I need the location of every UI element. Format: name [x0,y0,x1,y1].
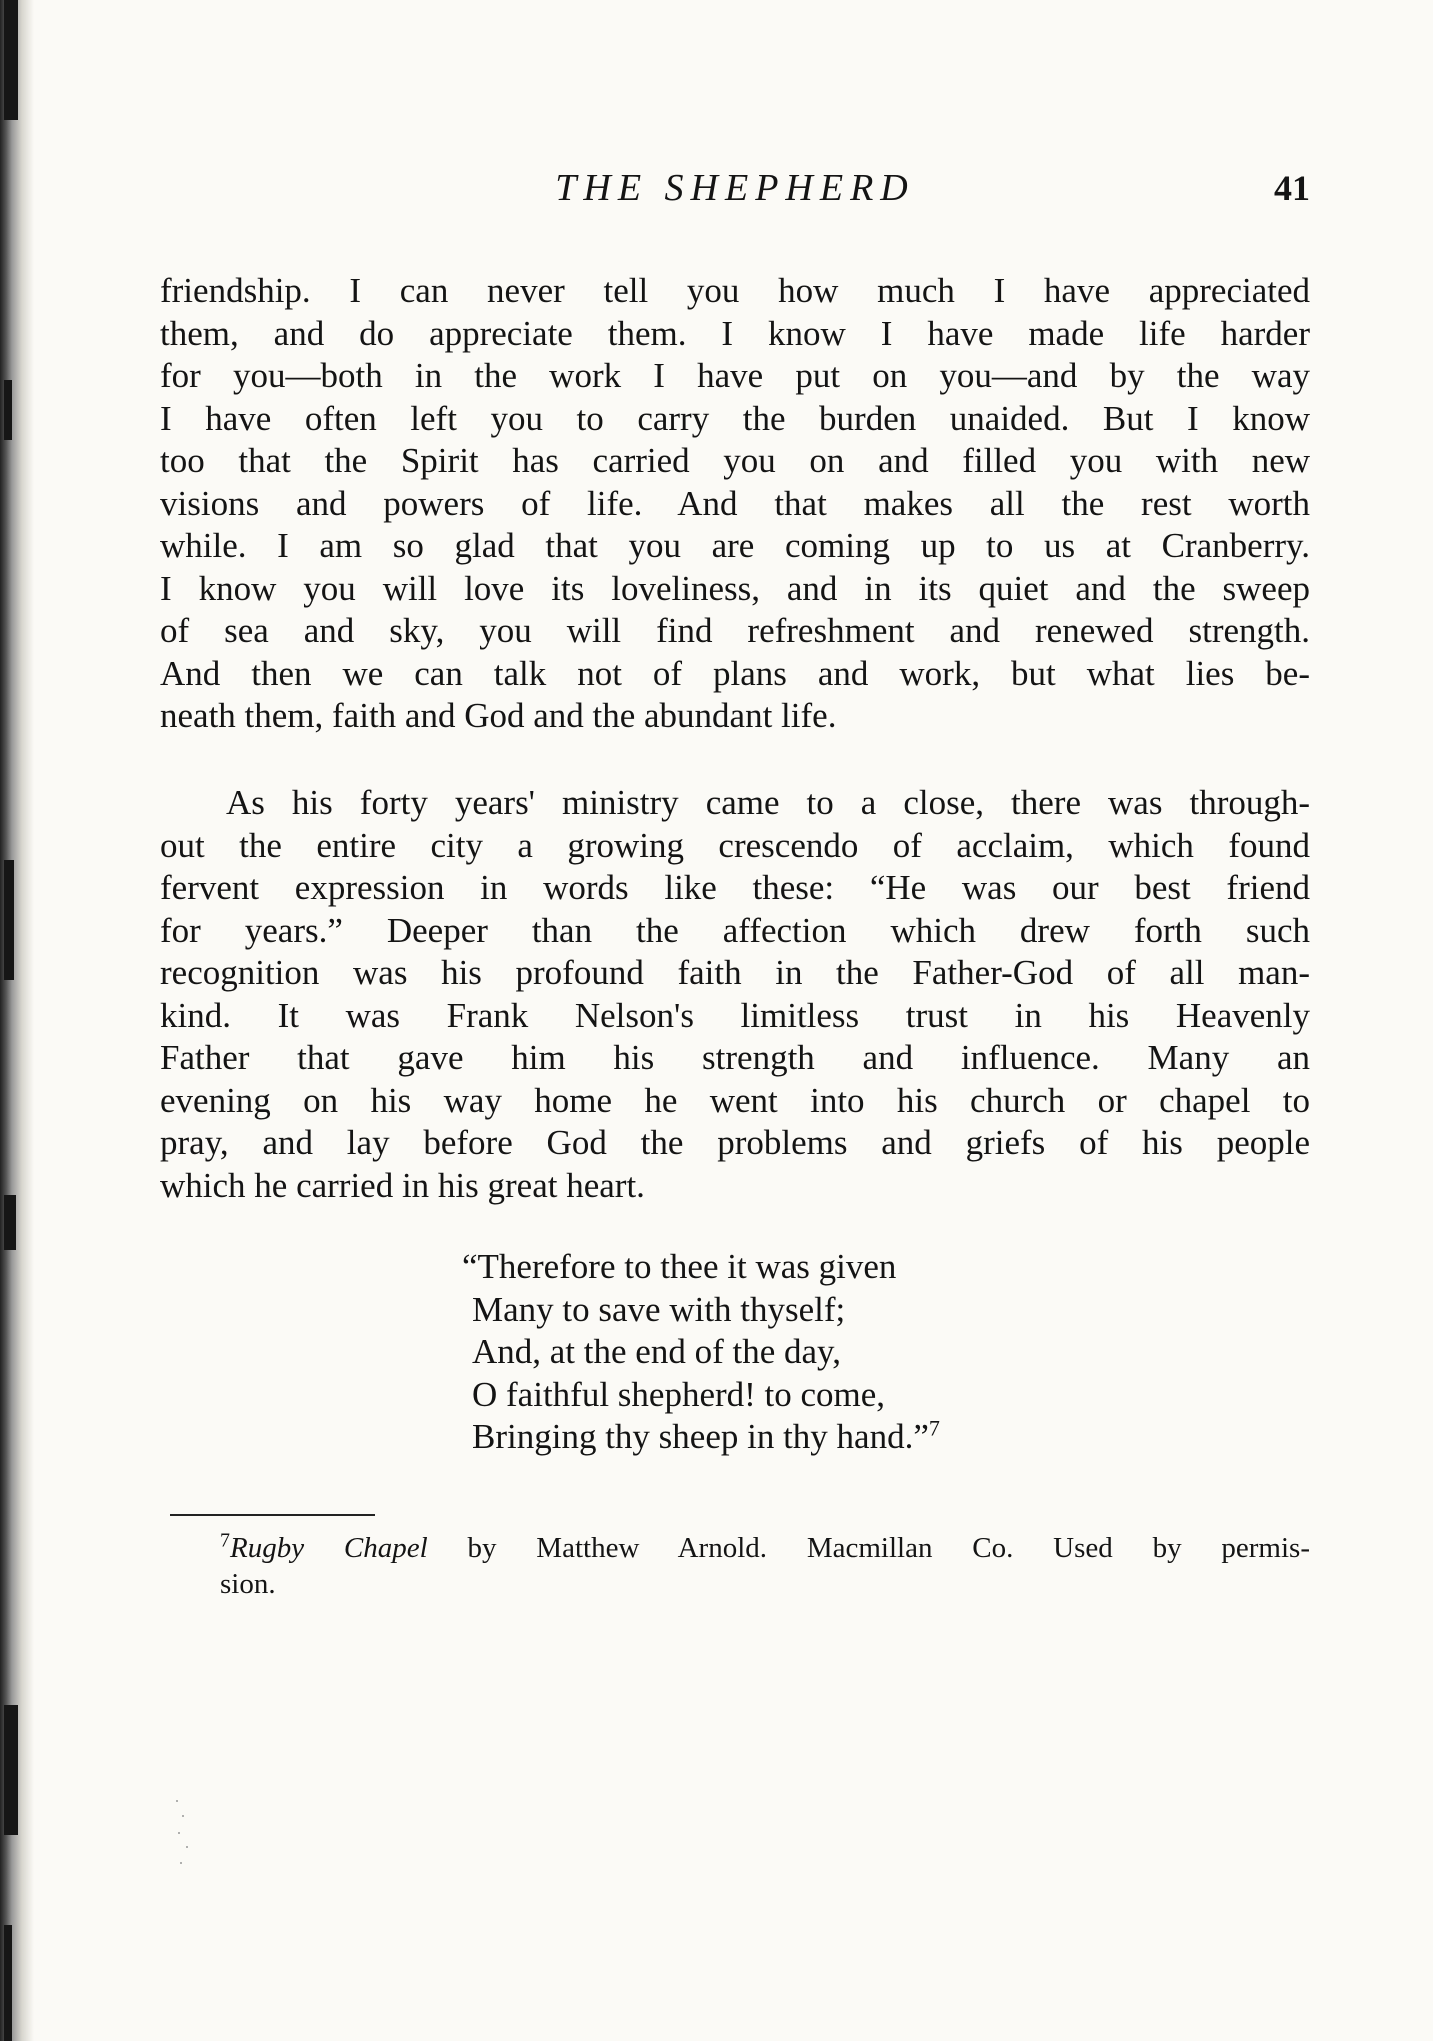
text-line: neath them, faith and God and the abundant life. [160,696,837,735]
text-line: them, and do appreciate them. I know I have made life harder [160,313,1310,353]
footnote [220,1530,1310,1602]
text-line: pray, and lay before God the problems and griefs of his people [160,1123,1310,1162]
paragraph-letter-continuation [160,270,1310,738]
running-title: THE SHEPHERD [555,167,915,209]
text-line: Father that gave him his strength and influence. Many an [160,1038,1310,1077]
text-line: friendship. I can never tell you how much I have appreciated [160,271,1310,310]
text-line: of sea and sky, you will find refreshment and renewed strength. [160,611,1310,650]
text-line: evening on his way home he went into his church or chapel to [160,1080,1310,1120]
footnote-line: sion. [220,1568,276,1600]
paper-speck [178,1832,180,1834]
verse-line: And, at the end of the day, [472,1332,842,1371]
text-line: I know you will love its loveliness, and in its quiet and the sweep [160,568,1310,608]
text-line: I have often left you to carry the burden unaided. But I know [160,398,1310,438]
text-line: visions and powers of life. And that makes all the rest worth [160,483,1310,523]
footnote-work-title: Rugby Chapel [230,1532,428,1564]
text-line: for you—both in the work I have put on you—and by the way [160,356,1310,395]
binding-shadow [4,0,18,120]
text-line: out the entire city a growing crescendo of acclaim, which found [160,825,1310,865]
footnote-text: by Matthew Arnold. Macmillan Co. Used by permis- [427,1532,1310,1564]
footnote-marker: 7 [220,1529,230,1552]
binding-shadow [4,1195,16,1250]
text-line: kind. It was Frank Nelson's limitless trust in his Heavenly [160,995,1310,1035]
paper-speck [182,1815,184,1817]
verse-line: “Therefore to thee it was given [462,1247,897,1286]
text-line: As his forty years' ministry came to a close, there was through- [226,783,1310,822]
binding-shadow [4,1705,18,1835]
page-number: 41 [1274,168,1310,208]
text-line: recognition was his profound faith in the Father-God of all man- [160,953,1310,992]
paper-speck [180,1862,182,1864]
binding-shadow [4,1925,12,2041]
verse-line: O faithful shepherd! to come, [472,1374,886,1414]
page-binding-edge [0,0,34,2041]
binding-shadow [4,860,14,980]
text-line: too that the Spirit has carried you on and filled you with new [160,441,1310,480]
verse-line: Many to save with thyself; [472,1289,846,1329]
paragraph-ministry [160,782,1310,1207]
text-line: while. I am so glad that you are coming up to us at Cranberry. [160,526,1310,565]
paper-speck [176,1800,178,1802]
paper-speck [186,1846,188,1848]
footnote-reference: 7 [928,1415,940,1441]
text-line: And then we can talk not of plans and work, but what lies be- [160,653,1310,693]
verse-quotation [462,1246,940,1459]
text-line: for years.” Deeper than the affection which drew forth such [160,910,1310,950]
footnote-divider [170,1514,375,1516]
verse-line-text: Bringing thy sheep in thy hand.” [472,1417,929,1456]
text-line: which he carried in his great heart. [160,1165,645,1205]
text-line: fervent expression in words like these: “He was our best friend [160,868,1310,907]
verse-line-last [462,1416,940,1459]
binding-shadow [4,380,12,440]
footnote-line [220,1530,1310,1566]
page-header [160,158,1310,218]
